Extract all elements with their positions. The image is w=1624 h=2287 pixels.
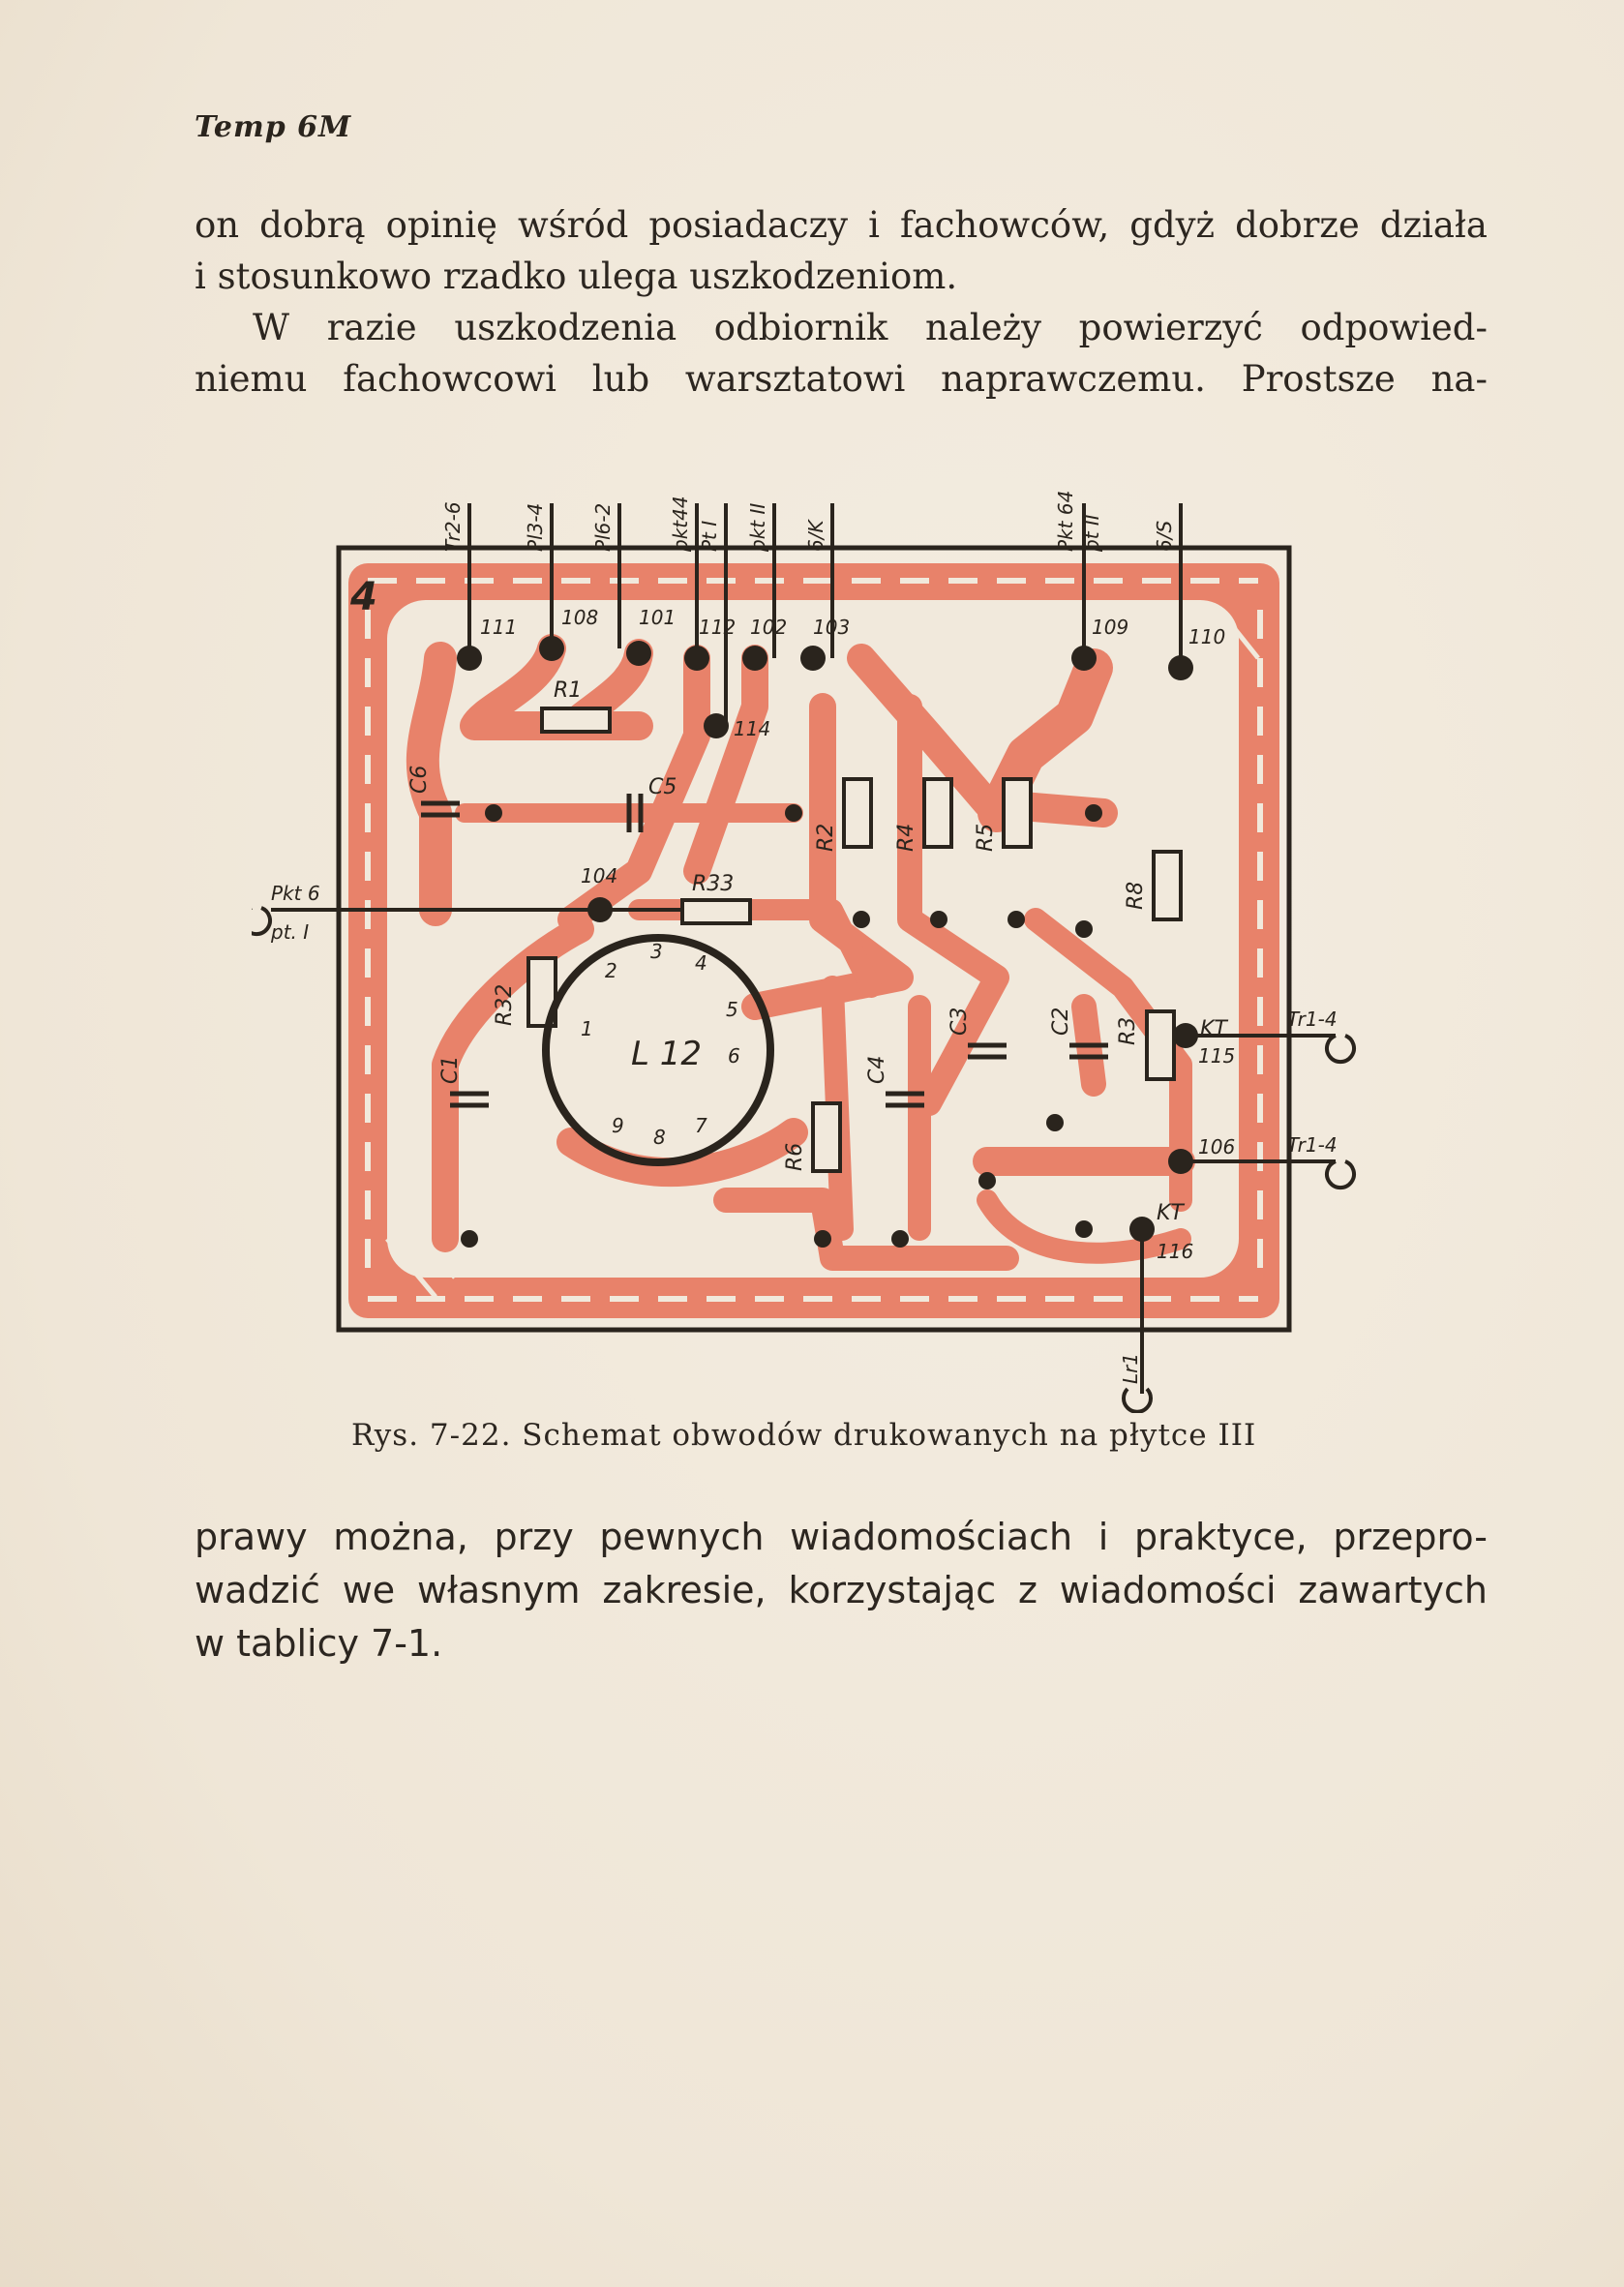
component-label: C2: [1049, 1007, 1073, 1036]
tube-pin: 8: [653, 1126, 666, 1149]
resistor-r8: [1154, 852, 1181, 919]
tube-pin: 5: [726, 998, 738, 1021]
paragraph-line: on dobrą opinię wśród posiadaczy i fachowców, gdyż dobrze działa: [195, 204, 1488, 246]
component-label: C6: [407, 765, 432, 794]
paragraph-line: w tablicy 7-1.: [195, 1622, 443, 1665]
component-label: R1: [554, 678, 583, 703]
component-label: R3: [1116, 1016, 1140, 1045]
component-label: R5: [974, 823, 998, 852]
terminal-label: Tr1-4: [1287, 1008, 1338, 1031]
terminal-label: pkt44: [669, 496, 692, 552]
terminal-label: Tr1-4: [1287, 1133, 1338, 1157]
tube-pin: 9: [612, 1114, 624, 1137]
component-label: R4: [894, 823, 918, 852]
running-header: Temp 6M: [195, 110, 352, 144]
component-label: R32: [493, 983, 517, 1026]
component-label: R2: [814, 823, 838, 852]
component-label: R8: [1124, 881, 1148, 910]
pcb-figure: [252, 465, 1374, 1413]
tube-pin: 6: [728, 1044, 740, 1068]
tube-pin: 4: [695, 951, 707, 975]
component-label: C4: [865, 1055, 889, 1084]
board-number: 4: [350, 575, 377, 619]
resistor-r2: [844, 779, 871, 847]
resistor-r3: [1147, 1011, 1174, 1079]
resistor-r5: [1004, 779, 1031, 847]
paragraph-line: i stosunkowo rzadko ulega uszkodzeniom.: [195, 256, 958, 297]
pad-label: 101: [639, 606, 677, 629]
terminal-label: 6/S: [1153, 520, 1176, 552]
component-label: C3: [947, 1007, 972, 1036]
resistor-r4: [924, 779, 951, 847]
paragraph-line: niemu fachowcowi lub warsztatowi naprawczemu. Prostsze na-: [195, 358, 1488, 400]
terminal-label: Tr2-6: [441, 501, 465, 552]
paragraph-2: [195, 302, 1488, 405]
tube-pin: 7: [695, 1114, 707, 1137]
paragraph-line: W razie uszkodzenia odbiornik należy powierzyć odpowied-: [253, 307, 1488, 348]
tube-pin: 3: [650, 940, 663, 963]
paragraph-line: prawy można, przy pewnych wiadomościach i praktyce, przepro-: [195, 1516, 1488, 1558]
terminal-label: Pl6-2: [591, 502, 615, 552]
component-label: C5: [648, 775, 677, 799]
tube-pin: 2: [605, 959, 617, 982]
resistor-r6: [813, 1103, 840, 1171]
figure-caption: Rys. 7-22. Schemat obwodów drukowanych na płytce III: [351, 1418, 1257, 1453]
pad-label: 102: [750, 616, 788, 639]
terminal-label: Pt I: [698, 520, 721, 552]
terminal-label: Lr1: [1119, 1352, 1142, 1384]
pad-label: 104: [581, 864, 618, 888]
pad-label: 111: [480, 616, 518, 639]
terminal-label: Pkt 64: [1054, 490, 1077, 552]
terminal-label: pt. I: [271, 920, 310, 944]
pad-label: 109: [1092, 616, 1129, 639]
pad-label: 108: [561, 606, 599, 629]
resistor-r33: [682, 900, 750, 923]
pad-label: 110: [1188, 625, 1226, 648]
terminal-label: pkt II: [746, 502, 769, 552]
tube-pin: 1: [581, 1017, 593, 1040]
terminal-label: 6/K: [804, 520, 827, 552]
resistor-r1: [542, 708, 610, 732]
paragraph-3: [195, 1511, 1488, 1670]
paragraph-line: wadzić we własnym zakresie, korzystając z wiadomości zawartych: [195, 1569, 1488, 1611]
pad-label: 103: [813, 616, 851, 639]
pad-label: 115: [1198, 1044, 1236, 1068]
pad-label: 112: [699, 616, 737, 639]
component-label: R33: [692, 872, 735, 896]
pad-label: 106: [1198, 1135, 1236, 1159]
tube-label: L 12: [631, 1035, 703, 1073]
terminal-label: Pkt 6: [271, 882, 320, 905]
terminal-label: pt II: [1080, 514, 1103, 552]
terminal-label: Pl3-4: [524, 502, 547, 552]
component-label: KT: [1157, 1201, 1184, 1225]
component-label: C1: [438, 1055, 463, 1084]
component-label: KT: [1200, 1017, 1227, 1041]
pad-label: 116: [1157, 1240, 1194, 1263]
paragraph-1: [195, 199, 1488, 302]
pad-label: 114: [734, 717, 771, 740]
component-label: R6: [783, 1142, 807, 1171]
